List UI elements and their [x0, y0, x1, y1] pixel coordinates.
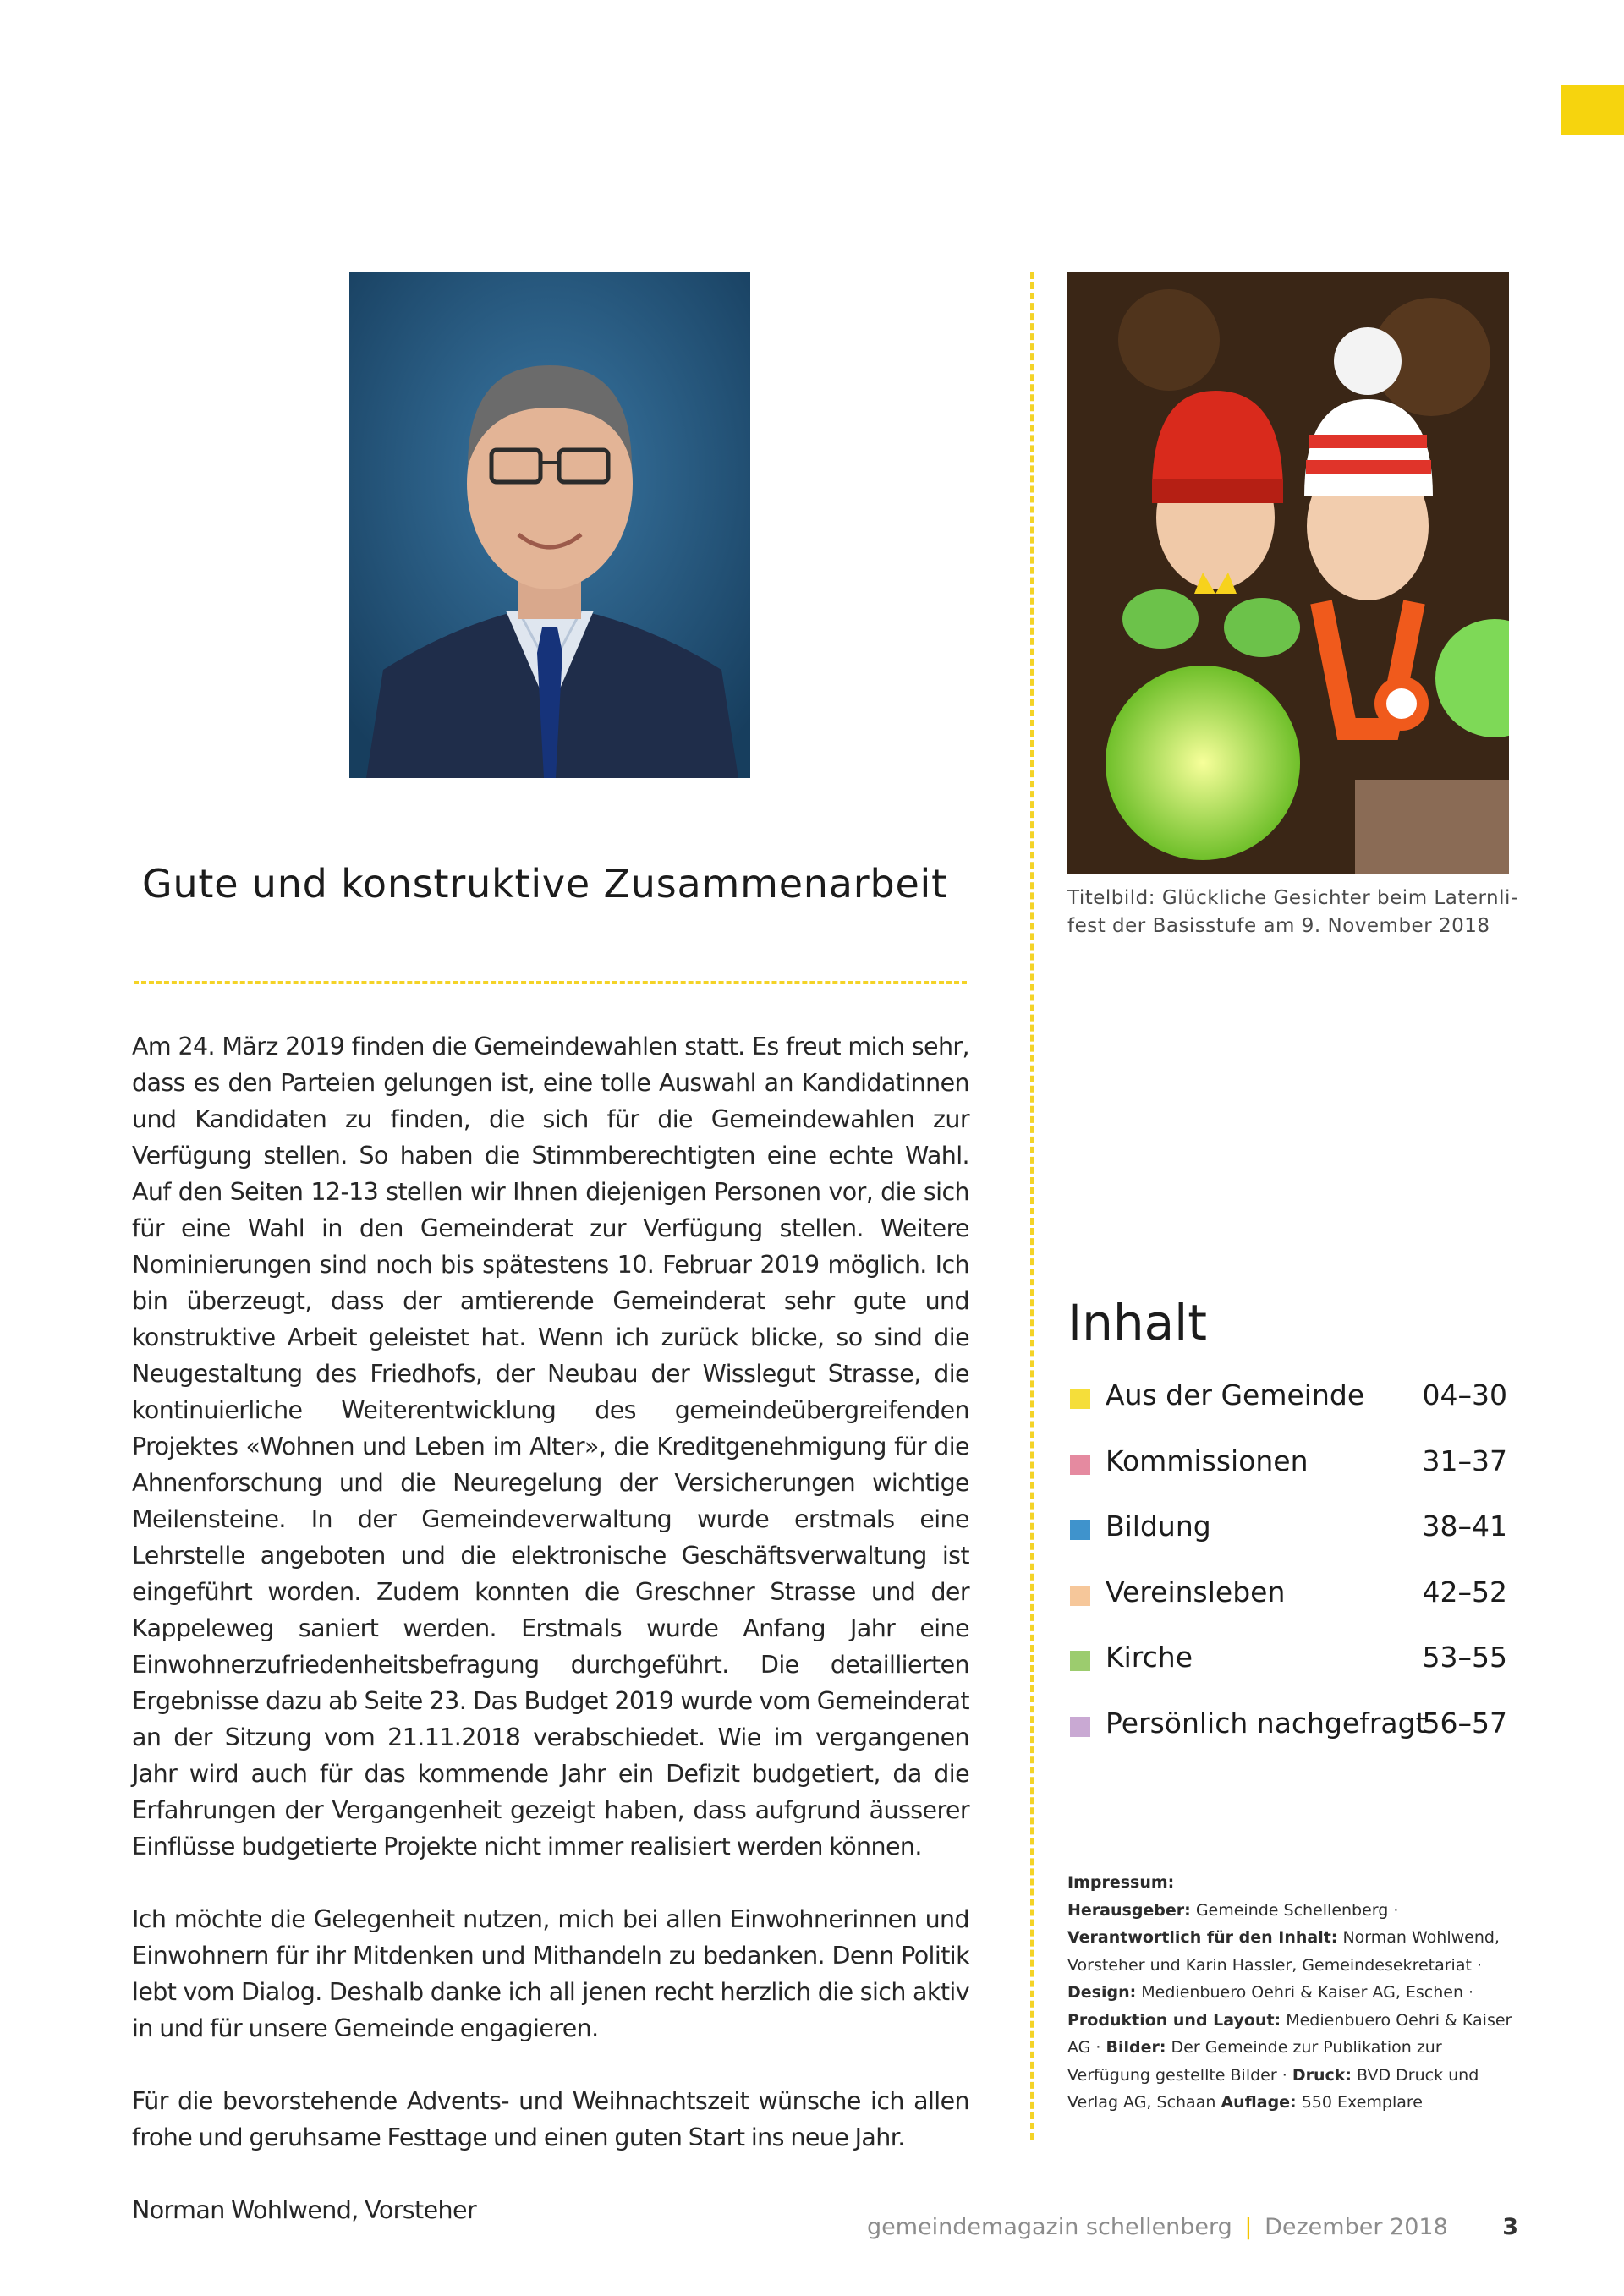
- impressum-label: Produktion und Layout:: [1067, 2010, 1281, 2030]
- impressum-label: Druck:: [1292, 2065, 1352, 2085]
- issue-date: Dezember 2018: [1265, 2214, 1448, 2240]
- toc-item-pages: 31–37: [1422, 1444, 1507, 1477]
- signature: Norman Wohlwend, Vorsteher: [132, 2196, 477, 2224]
- toc-item[interactable]: [1067, 1378, 1507, 1444]
- color-swatch-icon: [1070, 1455, 1090, 1475]
- page-footer: [867, 2214, 1518, 2248]
- footer-separator: |: [1244, 2214, 1253, 2240]
- portrait-photo: [349, 272, 750, 778]
- toc-item[interactable]: [1067, 1641, 1507, 1707]
- toc-title: Inhalt: [1067, 1294, 1208, 1351]
- toc-item-label: Kommissionen: [1106, 1444, 1309, 1477]
- paragraph: Am 24. März 2019 finden die Gemeindewahlen statt. Es freut mich sehr, dass es den Parteien gelungen ist, eine tolle Auswahl an Kandidatinnen und Kandidaten zu finden, die sich für die Gemeindewahlen zur Verfügung stellen. So haben die Stimmberechtigten eine echte Wahl. Auf den Seiten 12-13 stellen wir Ihnen diejenigen Personen vor, die sich für eine Wahl in den Gemeinderat zur Verfügung stellen. Weitere Nominierungen sind noch bis spätestens 10. Februar 2019 möglich. Ich bin überzeugt, dass der amtierende Gemeinderat sehr gute und konstruktive Arbeit geleistet hat. Wenn ich zurück blicke, so sind die Neugestaltung des Friedhofs, der Neubau der Wisslegut Strasse, die kontinuierliche Weiterentwicklung des gemeindeübergreifenden Projektes «Wohnen und Leben im Alter», die Kreditgenehmigung für die Ahnenforschung und die Neuregelung der Versicherungen wichtige Meilensteine. In der Gemeindeverwaltung wurde erstmals eine Lehrstelle angeboten und die elektronische Geschäftsverwaltung ist eingeführt worden. Zudem konnten die Greschner Strasse und der Kappeleweg saniert werden. Erstmals wurde Anfang Jahr eine Einwohnerzufriedenheitsbefragung durchgeführt. Die detaillierten Ergebnisse dazu ab Seite 23. Das Budget 2019 wurde vom Gemeinderat an der Sitzung vom 21.11.2018 verabschiedet. Wie im vergangenen Jahr wird auch für das kommende Jahr ein Defizit budgetiert, da die Erfahrungen der Vergangenheit gezeigt haben, dass aufgrund äusserer Einflüsse budgetierte Projekte nicht immer realisiert werden können.: [132, 1033, 969, 1860]
- toc-item-pages: 38–41: [1422, 1510, 1507, 1543]
- paragraph: Für die bevorstehende Advents- und Weihnachtszeit wünsche ich allen frohe und geruhsame Festtage und einen guten Start ins neue Jahr.: [132, 2087, 969, 2151]
- impressum-label: Bilder:: [1106, 2038, 1166, 2057]
- impressum-value: BVD Druck und Verlag AG, Schaan: [1067, 2065, 1479, 2112]
- toc-item[interactable]: [1067, 1707, 1507, 1773]
- impressum-value: 550 Exemplare: [1301, 2093, 1423, 2112]
- toc-item-pages: 42–52: [1422, 1575, 1507, 1608]
- impressum-label: Verantwortlich für den Inhalt:: [1067, 1928, 1338, 1947]
- toc-item[interactable]: [1067, 1444, 1507, 1510]
- toc-item-pages: 56–57: [1422, 1706, 1507, 1740]
- toc-item-label: Persönlich nachgefragt: [1106, 1706, 1427, 1740]
- color-swatch-icon: [1070, 1586, 1090, 1606]
- paragraph: Ich möchte die Gelegenheit nutzen, mich bei allen Einwohnerinnen und Einwohnern für ihr Mitdenken und Mithandeln zu bedanken. Denn Politik lebt vom Dialog. Deshalb danke ich all jenen recht herzlich die sich aktiv in und für unsere Gemeinde engagieren.: [132, 1905, 969, 2042]
- impressum: [1067, 1869, 1516, 2117]
- magazine-name: gemeindemagazin schellenberg: [867, 2214, 1232, 2240]
- vertical-divider: [1030, 272, 1034, 2140]
- toc-item-pages: 04–30: [1422, 1378, 1507, 1411]
- table-of-contents: [1067, 1378, 1507, 1772]
- impressum-value: Medienbuero Oehri & Kaiser AG, Eschen ·: [1141, 1983, 1474, 2002]
- impressum-label: Auflage:: [1221, 2093, 1297, 2112]
- cover-photo: [1067, 272, 1509, 874]
- toc-item-label: Vereinsleben: [1106, 1575, 1286, 1608]
- impressum-title: Impressum:: [1067, 1873, 1175, 1892]
- editorial-text: [132, 1028, 969, 2228]
- color-swatch-icon: [1070, 1717, 1090, 1737]
- color-swatch-icon: [1070, 1389, 1090, 1409]
- section-tab-marker: [1561, 85, 1624, 135]
- toc-item[interactable]: [1067, 1575, 1507, 1641]
- impressum-value: Gemeinde Schellenberg ·: [1195, 1900, 1399, 1920]
- impressum-value: Medienbuero Oehri & Kaiser AG ·: [1067, 2010, 1512, 2057]
- impressum-value: Der Gemeinde zur Publikation zur Verfügung gestellte Bilder ·: [1067, 2038, 1442, 2085]
- impressum-value: Norman Wohlwend, Vorsteher und Karin Hassler, Gemeindesekretariat ·: [1067, 1928, 1500, 1975]
- toc-item-pages: 53–55: [1422, 1641, 1507, 1674]
- toc-item-label: Kirche: [1106, 1641, 1193, 1674]
- page-title: Gute und konstruktive Zusammenarbeit: [142, 861, 947, 907]
- color-swatch-icon: [1070, 1520, 1090, 1540]
- toc-item-label: Bildung: [1106, 1510, 1211, 1543]
- cover-caption: Titelbild: Glückliche Gesichter beim Laternli-fest der Basisstufe am 9. November 2018: [1067, 887, 1518, 937]
- page-number: 3: [1502, 2214, 1518, 2240]
- impressum-label: Herausgeber:: [1067, 1900, 1191, 1920]
- toc-item-label: Aus der Gemeinde: [1106, 1378, 1365, 1411]
- title-divider: [134, 981, 967, 984]
- impressum-label: Design:: [1067, 1983, 1137, 2002]
- color-swatch-icon: [1070, 1651, 1090, 1671]
- toc-item[interactable]: [1067, 1510, 1507, 1575]
